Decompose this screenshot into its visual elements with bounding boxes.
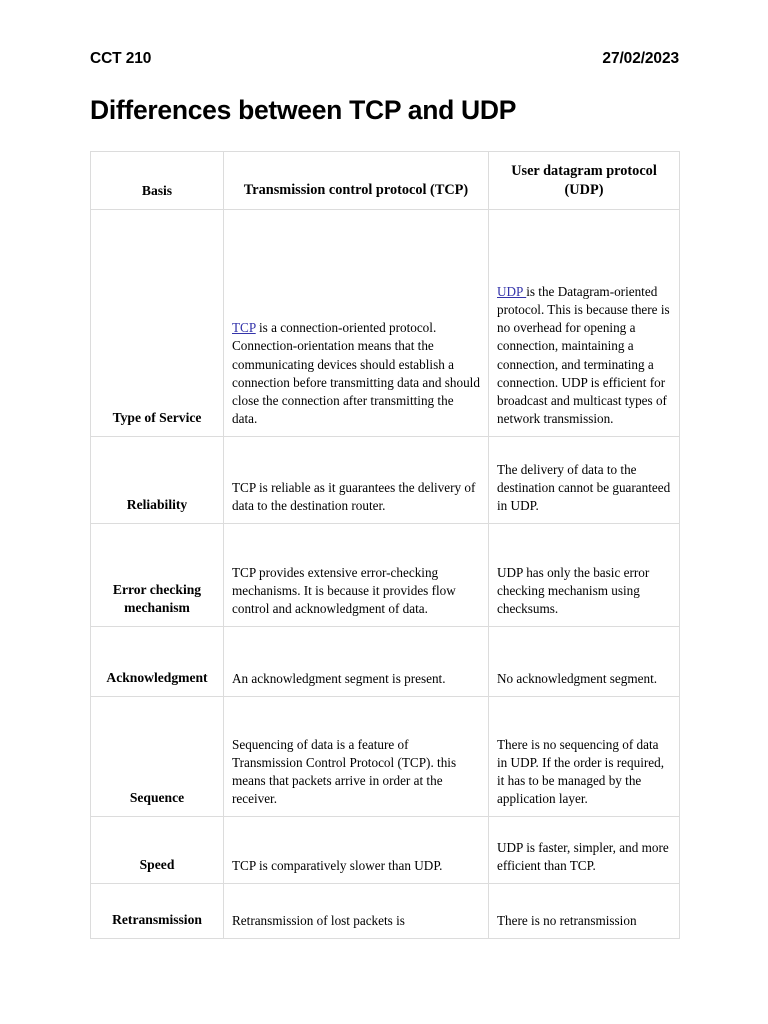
column-header-tcp: Transmission control protocol (TCP) <box>224 152 489 209</box>
cell-tcp-speed: TCP is comparatively slower than UDP. <box>224 816 489 883</box>
column-header-basis: Basis <box>91 152 224 209</box>
row-label-retransmission: Retransmission <box>91 883 224 938</box>
table-header-row <box>91 152 680 209</box>
column-header-udp: User datagram protocol (UDP) <box>489 152 680 209</box>
cell-tcp-reliability: TCP is reliable as it guarantees the delivery of data to the destination router. <box>224 436 489 523</box>
table-row <box>91 626 680 696</box>
table-row <box>91 696 680 816</box>
document-content <box>90 0 679 939</box>
tcp-udp-comparison-table <box>90 151 680 938</box>
document-date: 27/02/2023 <box>602 50 679 67</box>
row-label-reliability: Reliability <box>91 436 224 523</box>
cell-udp-acknowledgment: No acknowledgment segment. <box>489 626 680 696</box>
row-label-type-of-service: Type of Service <box>91 209 224 436</box>
cell-tcp-sequence: Sequencing of data is a feature of Transmission Control Protocol (TCP). this means that packets arrive in order at the receiver. <box>224 696 489 816</box>
cell-tcp-acknowledgment: An acknowledgment segment is present. <box>224 626 489 696</box>
cell-tcp-error-checking-mechanism: TCP provides extensive error-checking mechanisms. It is because it provides flow control and acknowledgment of data. <box>224 523 489 626</box>
table-row <box>91 209 680 436</box>
cell-udp-retransmission: There is no retransmission <box>489 883 680 938</box>
cell-tcp-type-of-service-text: is a connection-oriented protocol. Connection-orientation means that the communicating devices should establish a connection before transmitting data and should close the connection after transmitting the data. <box>232 320 480 427</box>
cell-tcp-retransmission: Retransmission of lost packets is <box>224 883 489 938</box>
table-row <box>91 883 680 938</box>
table-body <box>91 209 680 938</box>
table-row <box>91 816 680 883</box>
cell-udp-type-of-service <box>489 209 680 436</box>
document-header <box>90 0 679 69</box>
udp-link[interactable]: UDP <box>497 283 527 299</box>
table-header <box>91 152 680 209</box>
course-code: CCT 210 <box>90 50 152 67</box>
row-label-error-checking-mechanism: Error checking mechanism <box>91 523 224 626</box>
cell-udp-reliability: The delivery of data to the destination cannot be guaranteed in UDP. <box>489 436 680 523</box>
row-label-sequence: Sequence <box>91 696 224 816</box>
row-label-speed: Speed <box>91 816 224 883</box>
cell-udp-type-of-service-text: is the Datagram-oriented protocol. This is because there is no overhead for opening a connection, maintaining a connection, and terminating a connection. UDP is efficient for broadcast and multicast types of network transmission. <box>497 283 670 427</box>
cell-tcp-type-of-service <box>224 209 489 436</box>
row-label-acknowledgment: Acknowledgment <box>91 626 224 696</box>
cell-udp-speed: UDP is faster, simpler, and more efficient than TCP. <box>489 816 680 883</box>
cell-udp-error-checking-mechanism: UDP has only the basic error checking mechanism using checksums. <box>489 523 680 626</box>
tcp-link[interactable]: TCP <box>232 320 256 336</box>
table-row <box>91 436 680 523</box>
cell-udp-sequence: There is no sequencing of data in UDP. If the order is required, it has to be managed by the application layer. <box>489 696 680 816</box>
page-title: Differences between TCP and UDP <box>90 94 517 125</box>
table-row <box>91 523 680 626</box>
